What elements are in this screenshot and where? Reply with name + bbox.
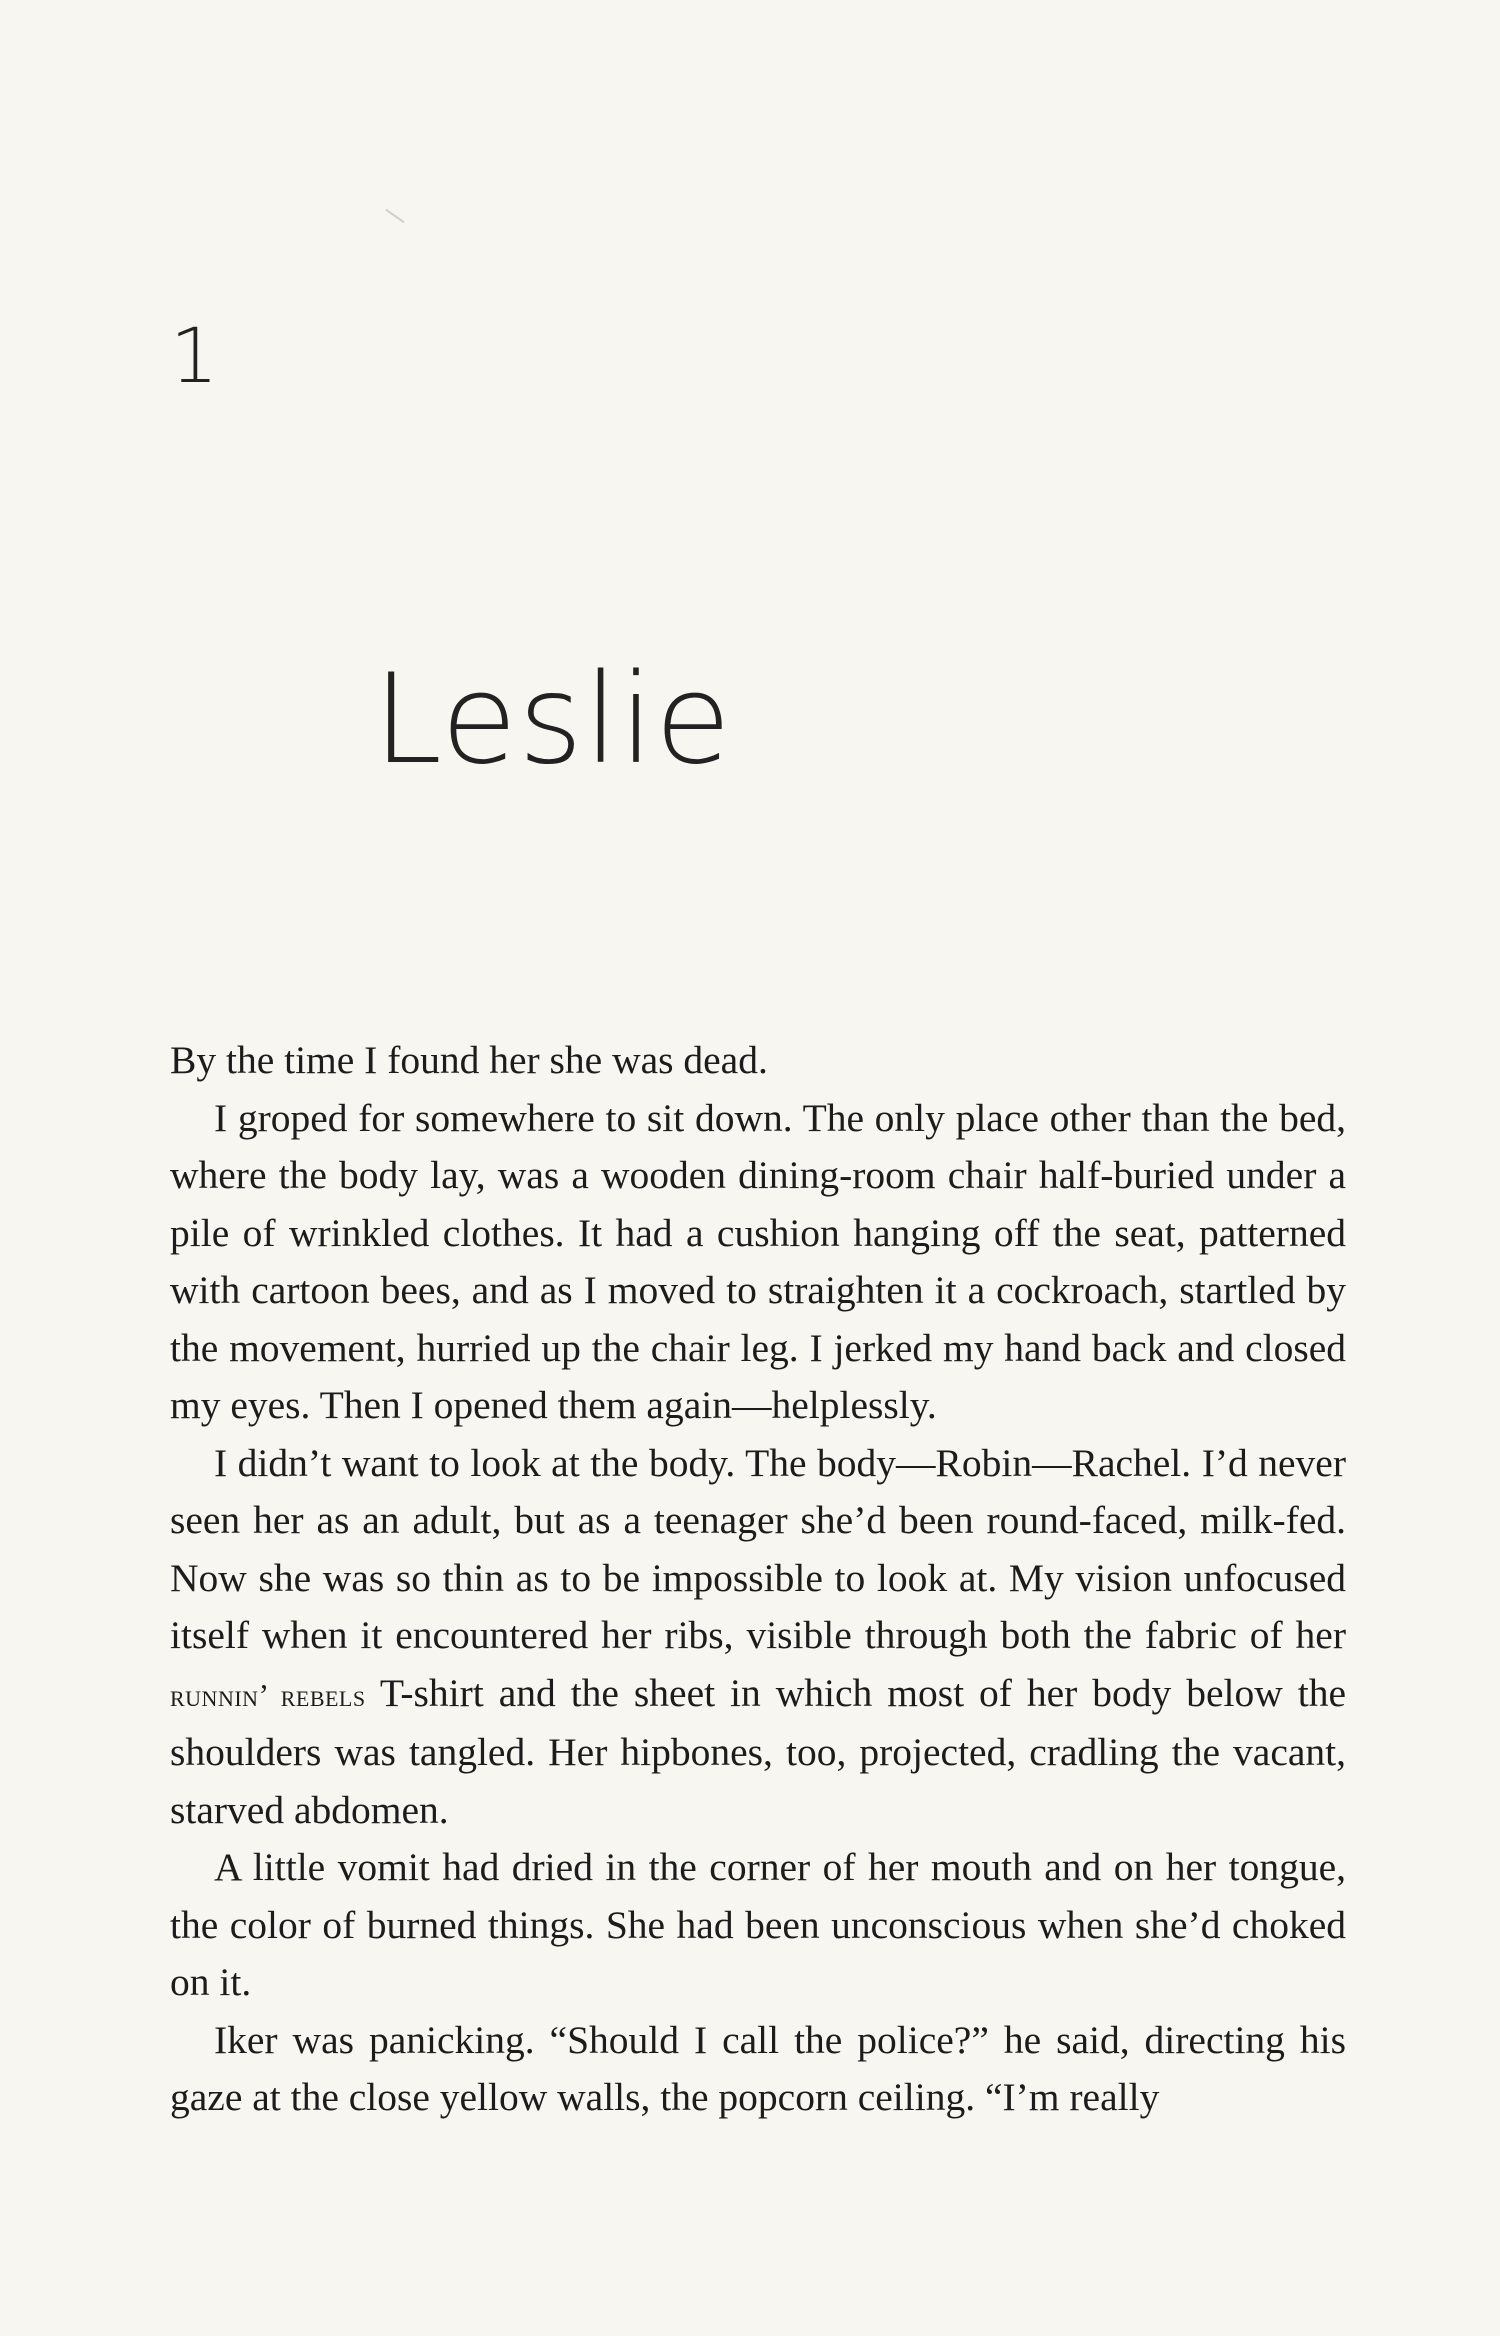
- chapter-title: Leslie: [373, 648, 732, 792]
- paragraph-1: By the time I found her she was dead.: [170, 1038, 768, 1082]
- paragraph-4: A little vomit had dried in the corner of her mouth and on her tongue, the color of burned things. She had been unconscious when she’d choked on it.: [170, 1845, 1346, 2004]
- chapter-body: [170, 1032, 1346, 2127]
- tshirt-text: runnin’ rebels: [170, 1677, 366, 1713]
- paragraph-2: I groped for somewhere to sit down. The only place other than the bed, where the body lay, was a wooden dining-room chair half-buried under a pile of wrinkled clothes. It had a cushion hanging off the seat, patterned with cartoon bees, and as I moved to straighten it a cockroach, startled by the movement, hurried up the chair leg. I jerked my hand back and closed my eyes. Then I opened them again—helplessly.: [170, 1095, 1346, 1427]
- paragraph-3: [170, 1435, 1346, 1840]
- chapter-number: 1: [170, 311, 219, 400]
- paragraph-3-part-2: T-shirt and the sheet in which most of her body below the shoulders was tangled. Her hipbones, too, projected, cradling the vacant, starved abdomen.: [170, 1670, 1346, 1832]
- paragraph-5: Iker was panicking. “Should I call the police?” he said, directing his gaze at the close yellow walls, the popcorn ceiling. “I’m really: [170, 2017, 1346, 2119]
- scan-speck: [385, 209, 404, 223]
- paragraph-3-part-1: I didn’t want to look at the body. The body—Robin—Rachel. I’d never seen her as an adult, but as a teenager she’d been round-faced, milk-fed. Now she was so thin as to be impossible to look at. My vision unfocused itself when it encountered her ribs, visible through both the fabric of her: [170, 1440, 1346, 1657]
